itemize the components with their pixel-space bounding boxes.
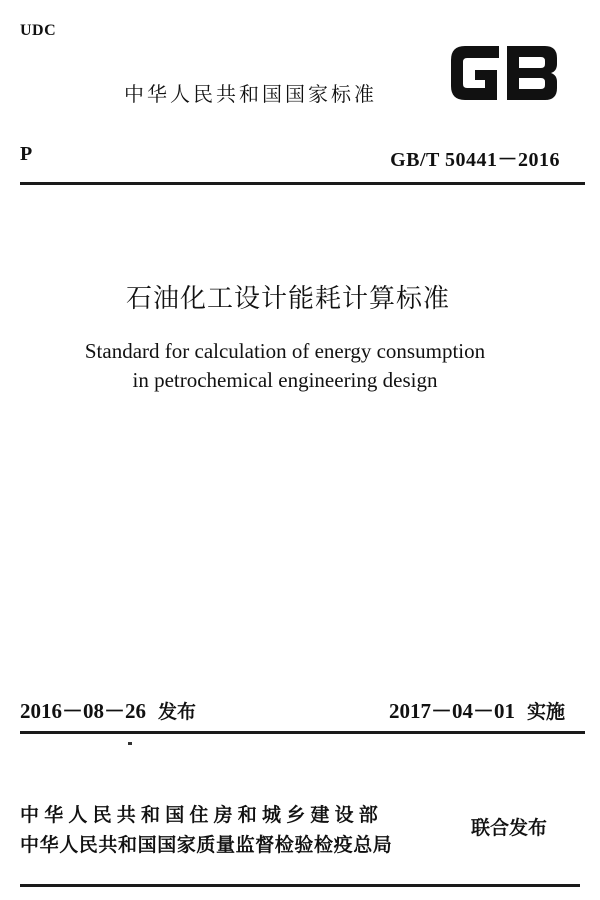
middle-divider [20, 731, 585, 734]
effective-date: 2017－04－01 [388, 699, 515, 723]
issuer-line2: 中华人民共和国国家质量监督检验检疫总局 [20, 834, 393, 856]
classification-code: P [20, 143, 33, 165]
top-divider [20, 182, 585, 185]
issuer-line1: 中华人民共和国住房和城乡建设部 [20, 804, 384, 826]
title-chinese: 石油化工设计能耗计算标准 [125, 284, 450, 314]
standard-number: GB/T 50441－2016 [390, 149, 560, 171]
joint-issue-label: 联合发布 [471, 817, 548, 839]
national-standard-heading: 中华人民共和国国家标准 [124, 82, 377, 106]
title-english-line1: Standard for calculation of energy consumption [84, 339, 486, 363]
publish-date-block [20, 695, 196, 725]
udc-label: UDC [20, 22, 57, 39]
publish-label: 发布 [158, 701, 197, 723]
effective-date-block [389, 695, 565, 725]
effective-label: 实施 [526, 701, 565, 723]
gb-logo [447, 40, 561, 106]
title-english-line2: in petrochemical engineering design [132, 368, 438, 392]
title-english [0, 337, 570, 395]
scan-speck [128, 742, 132, 745]
publish-date: 2016－08－26 [20, 699, 146, 723]
issuing-authorities [20, 800, 392, 860]
bottom-divider [20, 884, 580, 887]
